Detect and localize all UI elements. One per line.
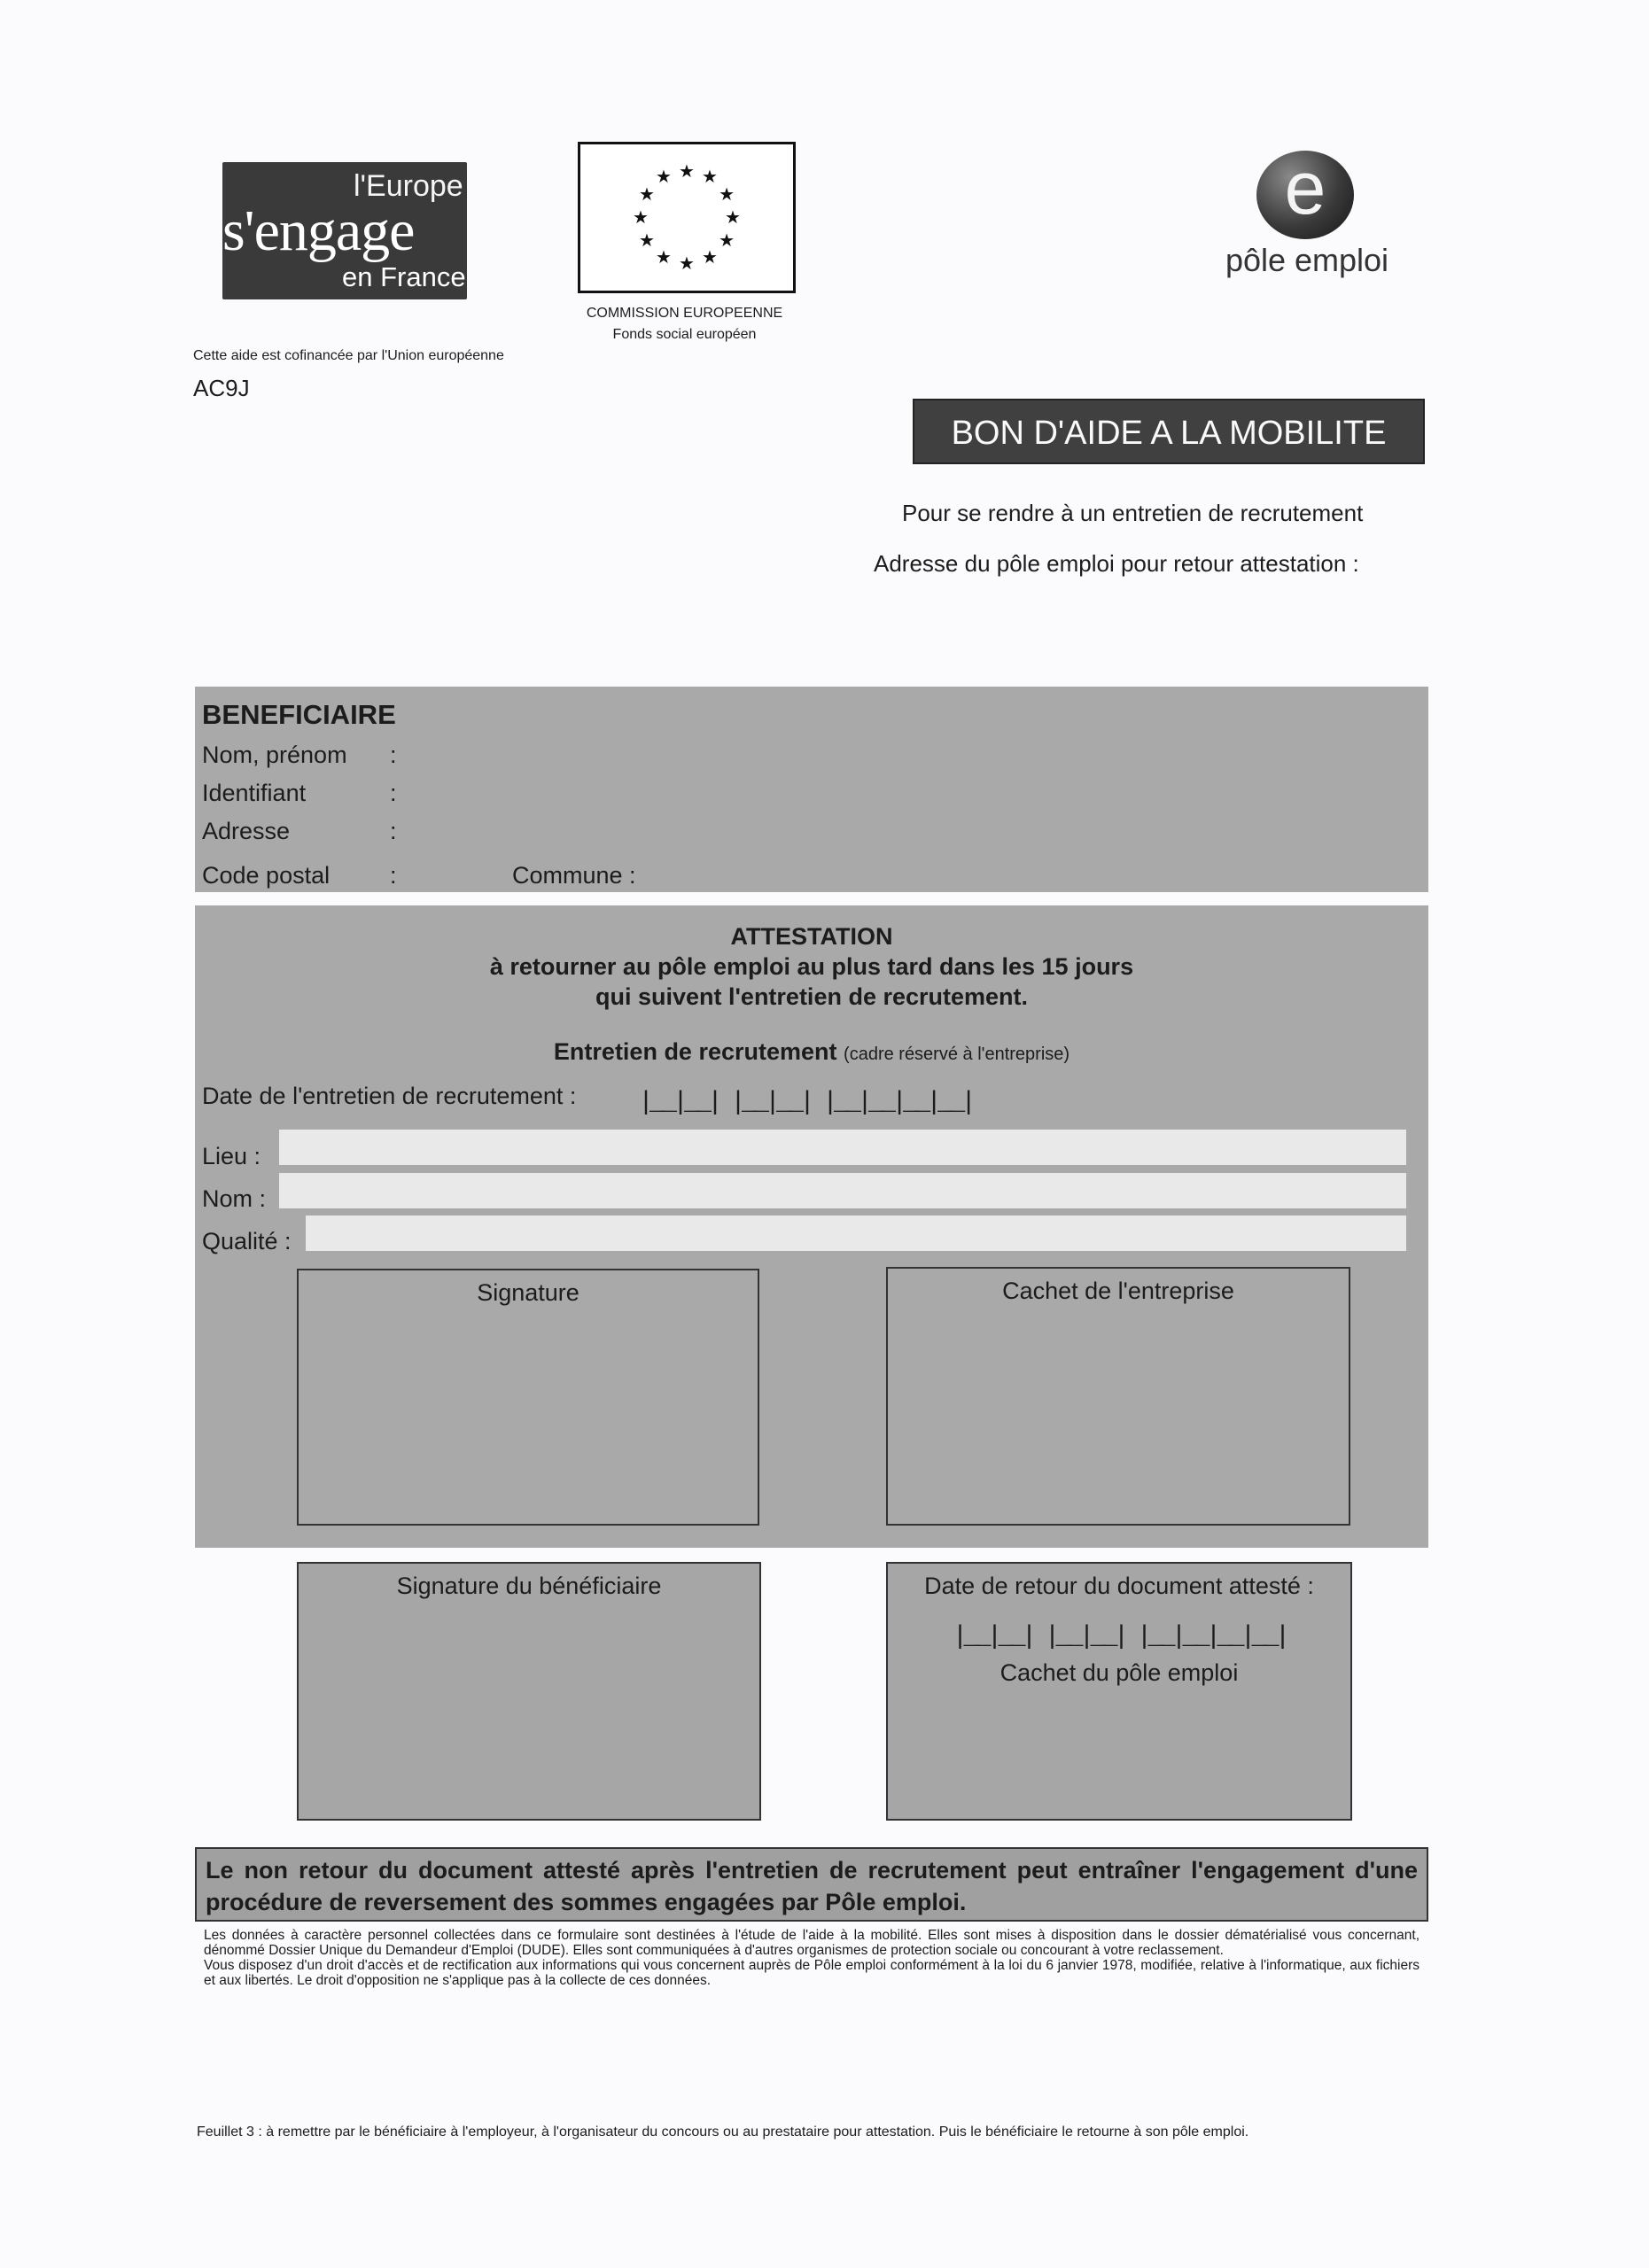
cachet-pole-emploi-label: Cachet du pôle emploi — [1000, 1659, 1239, 1686]
nom-field[interactable] — [279, 1173, 1406, 1208]
identifiant-label: Identifiant — [202, 780, 307, 806]
adresse-retour-label: Adresse du pôle emploi pour retour attestation : — [874, 550, 1359, 577]
nom-label: Nom : — [202, 1185, 267, 1212]
eu-star-icon: ★ — [656, 247, 672, 268]
europe-engage-logo — [222, 162, 467, 299]
code-postal-label: Code postal — [202, 862, 331, 889]
cachet-entreprise-box[interactable] — [886, 1267, 1350, 1526]
lieu-field[interactable] — [279, 1130, 1406, 1165]
cachet-entreprise-label: Cachet de l'entreprise — [1002, 1278, 1234, 1304]
page-title: BON D'AIDE A LA MOBILITE — [913, 399, 1425, 464]
colon: : — [390, 818, 397, 844]
attestation-line2: qui suivent l'entretien de recrutement. — [595, 983, 1029, 1010]
warning-notice: Le non retour du document attesté après l'entretien de recrutement peut entraîner l'engagement d'une procédure de reversement des sommes engagées par Pôle emploi. — [195, 1847, 1428, 1922]
commission-line2: Fonds social européen — [612, 327, 757, 342]
beneficiaire-panel — [195, 687, 1428, 892]
commission-line1: COMMISSION EUROPEENNE — [586, 306, 783, 321]
cofinancement-note: Cette aide est cofinancée par l'Union européenne — [193, 348, 504, 363]
pole-emploi-letter: e — [1284, 146, 1326, 229]
qualite-label: Qualité : — [202, 1228, 292, 1254]
adresse-label: Adresse — [202, 818, 291, 844]
redacted-adresse — [975, 585, 1435, 647]
signature-beneficiaire-label: Signature du bénéficiaire — [396, 1573, 662, 1599]
logo-text-line2: s'engage — [222, 198, 415, 263]
eu-star-icon: ★ — [656, 167, 672, 188]
page-subtitle: Pour se rendre à un entretien de recrutement — [902, 500, 1364, 526]
colon: : — [390, 742, 397, 768]
date-entretien-label: Date de l'entretien de recrutement : — [202, 1083, 577, 1109]
entretien-heading — [195, 1038, 1428, 1066]
eu-star-icon: ★ — [679, 253, 695, 274]
commission-caption — [532, 303, 837, 346]
eu-flag-icon — [578, 142, 796, 293]
redacted-numero — [193, 403, 654, 527]
date-retour-label: Date de retour du document attesté : — [924, 1573, 1314, 1599]
commune-label: Commune : — [512, 862, 636, 889]
colon: : — [390, 780, 397, 806]
entretien-note: (cadre réservé à l'entreprise) — [844, 1045, 1070, 1064]
signature-entreprise-box[interactable] — [297, 1269, 759, 1526]
date-retour-box[interactable] — [886, 1562, 1352, 1821]
lieu-label: Lieu : — [202, 1143, 261, 1169]
pole-emploi-text: pôle emploi — [1225, 242, 1389, 278]
form-code: AC9J — [193, 375, 250, 401]
logo-text-line3: en France — [342, 261, 466, 292]
signature-label: Signature — [477, 1279, 579, 1306]
entretien-title: Entretien de recrutement — [553, 1038, 837, 1065]
eu-star-icon: ★ — [702, 247, 718, 268]
signature-beneficiaire-box[interactable] — [297, 1562, 761, 1821]
beneficiaire-title: BENEFICIAIRE — [202, 699, 396, 730]
qualite-field[interactable] — [306, 1216, 1406, 1251]
eu-star-icon: ★ — [639, 184, 655, 205]
attestation-line1: à retourner au pôle emploi au plus tard dans les 15 jours — [489, 953, 1134, 980]
eu-star-icon: ★ — [725, 207, 741, 228]
colon: : — [390, 862, 397, 889]
pole-emploi-logo — [1205, 146, 1409, 284]
attestation-title: ATTESTATION — [730, 923, 893, 950]
legal-paragraph-1: Les données à caractère personnel collectées dans ce formulaire sont destinées à l'étude de l'aide à la mobilité. Elles sont mises à disposition dans le dossier dématérialisé vous concernant, dénommé Dossier Unique du Demandeur d'Emploi (DUDE). Elles sont communiquées à d'autres organismes de protection sociale ou concourant à votre reclassement. — [204, 1928, 1420, 1958]
eu-star-icon: ★ — [719, 184, 735, 205]
attestation-panel — [195, 905, 1428, 1548]
eu-star-icon: ★ — [679, 161, 695, 182]
eu-star-icon: ★ — [633, 207, 649, 228]
legal-paragraph-2: Vous disposez d'un droit d'accès et de rectification aux informations qui vous concernent auprès de Pôle emploi conformément à la loi du 6 janvier 1978, modifiée, relative à l'informatique, aux fichiers et aux libertés. Le droit d'opposition ne s'applique pas à la collecte de ces données. — [204, 1958, 1420, 1988]
nom-prenom-label: Nom, prénom — [202, 742, 347, 768]
logo-text-line1: l'Europe — [354, 169, 463, 203]
legal-notice — [204, 1928, 1420, 1988]
date-retour-field[interactable]: |__|__| |__|__| |__|__|__|__| — [952, 1622, 1287, 1652]
footer-note: Feuillet 3 : à remettre par le bénéficiaire à l'employeur, à l'organisateur du concours ou au prestataire pour attestation. Puis le bénéficiaire le retourne à son pôle emploi. — [197, 2124, 1249, 2140]
eu-star-icon: ★ — [719, 230, 735, 251]
eu-star-icon: ★ — [639, 230, 655, 251]
eu-star-icon: ★ — [702, 167, 718, 188]
date-entretien-field[interactable]: |__|__| |__|__| |__|__|__|__| — [638, 1088, 973, 1118]
